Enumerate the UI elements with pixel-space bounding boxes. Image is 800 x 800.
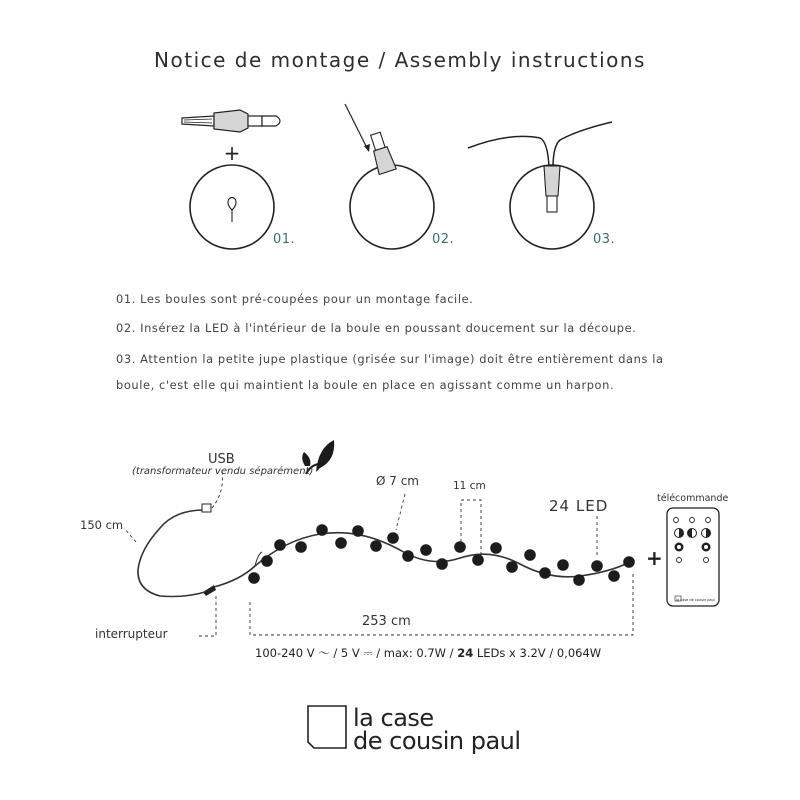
- usb-cable: [138, 504, 216, 597]
- led-ball: [591, 560, 603, 572]
- led-ball: [557, 559, 569, 571]
- spacing-label: 11 cm: [453, 480, 486, 492]
- brand-name-line1: la case: [353, 704, 434, 732]
- ball-diameter-label: Ø 7 cm: [376, 474, 419, 488]
- remote-plus: +: [646, 546, 663, 570]
- led-ball: [490, 542, 502, 554]
- led-ball: [316, 524, 328, 536]
- led-ball: [436, 558, 448, 570]
- led-ball: [274, 539, 286, 551]
- spec-led-count: 24: [457, 646, 474, 660]
- usb-label: USB: [208, 452, 235, 467]
- remote-tiny-text: la case de cousin paul: [676, 598, 715, 602]
- led-balls: [248, 524, 635, 586]
- led-ball: [295, 541, 307, 553]
- led-ball: [261, 555, 273, 567]
- usb-plug-icon: [202, 504, 211, 512]
- led-ball: [335, 537, 347, 549]
- spec-suffix: LEDs x 3.2V / 0,064W: [473, 646, 602, 660]
- instruction-line-3: 03. Attention la petite jupe plastique (grisée sur l'image) doit être entièrement dans la: [116, 352, 664, 366]
- page-title: Notice de montage / Assembly instructions: [154, 48, 646, 72]
- instruction-line-4: boule, c'est elle qui maintient la boule en place en agissant comme un harpon.: [116, 378, 615, 392]
- spec-prefix: 100-240 V ～ / 5 V ⎓ / max: 0.7W /: [255, 646, 458, 660]
- instruction-line-1: 01. Les boules sont pré-coupées pour un montage facile.: [116, 292, 474, 306]
- step1-number: 01.: [273, 232, 296, 247]
- electrical-spec: [255, 645, 601, 661]
- led-ball: [608, 570, 620, 582]
- step2-led-insert-icon: [367, 131, 396, 175]
- instruction-line-2: 02. Insérez la LED à l'intérieur de la boule en poussant doucement sur la découpe.: [116, 321, 637, 335]
- cable-length-leader: [124, 528, 136, 542]
- usb-note: (transformateur vendu séparément): [132, 466, 314, 477]
- cable-length-label: 150 cm: [80, 518, 124, 532]
- step3-wire-icon: [468, 122, 612, 168]
- led-ball: [454, 541, 466, 553]
- switch-leader: [196, 596, 216, 636]
- diameter-leader: [396, 494, 405, 530]
- total-length-label: 253 cm: [362, 614, 411, 629]
- logo-mark: [306, 704, 350, 750]
- assembly-steps-diagram: [0, 0, 800, 280]
- led-ball: [402, 550, 414, 562]
- led-ball: [524, 549, 536, 561]
- step2-arrow-icon: [345, 104, 370, 152]
- step3-number: 03.: [593, 232, 616, 247]
- led-count-label: 24 LED: [549, 497, 609, 515]
- switch-label: interrupteur: [95, 627, 168, 641]
- step1-led-bulb-icon: [182, 110, 280, 132]
- led-ball: [370, 540, 382, 552]
- brand-name-line2: de cousin paul: [353, 727, 521, 755]
- led-ball: [248, 572, 260, 584]
- led-ball: [387, 532, 399, 544]
- led-ball: [623, 556, 635, 568]
- step2-number: 02.: [432, 232, 455, 247]
- step1-plus: +: [223, 141, 241, 165]
- led-ball: [506, 561, 518, 573]
- led-ball: [352, 525, 364, 537]
- led-ball: [573, 574, 585, 586]
- led-ball: [539, 567, 551, 579]
- remote-control-icon: [667, 508, 719, 606]
- step2-ball: [350, 165, 434, 249]
- led-ball: [420, 544, 432, 556]
- led-ball: [472, 554, 484, 566]
- remote-label: télécommande: [657, 493, 729, 504]
